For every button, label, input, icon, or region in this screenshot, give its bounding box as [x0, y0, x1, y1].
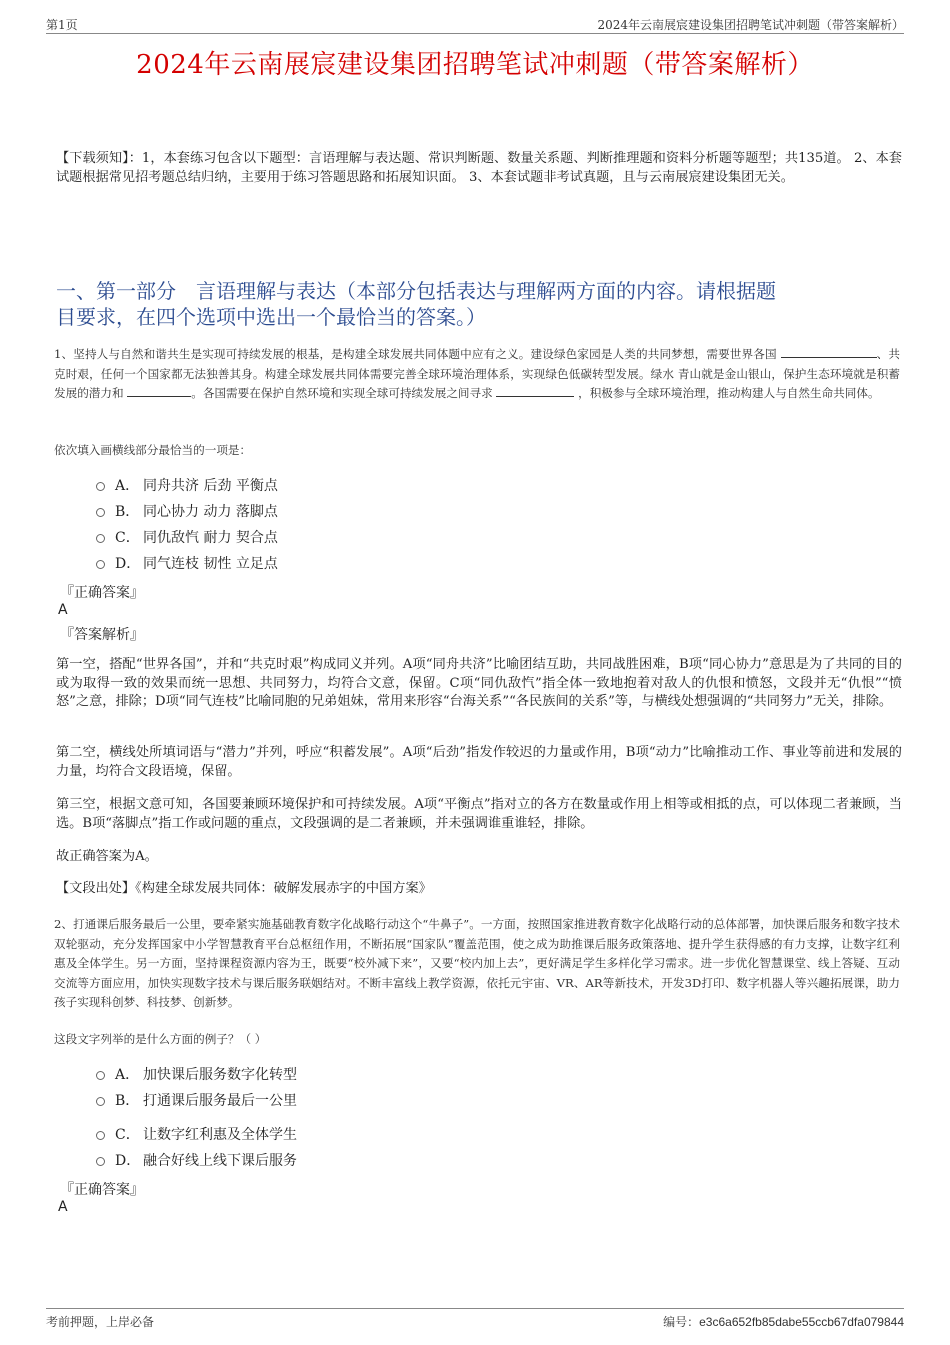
section-title-line2: 目要求，在四个选项中选出一个最恰当的答案。） [56, 305, 486, 329]
q1-stem-part: ，积极参与全球环境治理，推动构建人与自然生命共同体。 [578, 386, 880, 400]
q2-option-d[interactable] [96, 1151, 297, 1171]
q1-option-b[interactable] [96, 502, 278, 522]
option-letter: A． [115, 1067, 140, 1083]
option-text: 同舟共济 后劲 平衡点 [143, 478, 278, 494]
q1-blank-1 [781, 345, 877, 358]
q1-stem-part: 青山就是金山银山，保护生态环境就是积蓄发展的潜力和 [54, 366, 900, 400]
q1-option-d[interactable] [96, 554, 278, 574]
option-text: 打通课后服务最后一公里 [143, 1093, 297, 1109]
radio-icon[interactable] [96, 508, 105, 517]
footer-code-label: 编号： [663, 1315, 700, 1329]
q1-analysis-label: 『答案解析』 [60, 627, 144, 643]
page-title: 2024年云南展宸建设集团招聘笔试冲刺题（带答案解析） [136, 50, 814, 80]
section-title [56, 278, 902, 330]
q2-option-a[interactable] [96, 1065, 297, 1085]
option-letter: B． [115, 1093, 140, 1109]
option-text: 同仇敌忾 耐力 契合点 [143, 530, 278, 546]
q2-option-c[interactable] [96, 1125, 297, 1145]
q1-stem-part: 。各国需要在保护自然环境和实现全球可持续发展之间寻求 [191, 386, 493, 400]
q1-stem-part: 1、坚持人与自然和谐共生是实现可持续发展的根基，是构建全球发展共同体题中应有之义。建设绿色家园是人类的共同梦想，需要世界各国 [54, 347, 777, 361]
header-divider [46, 33, 904, 34]
option-text: 让数字红利惠及全体学生 [143, 1127, 297, 1143]
radio-icon[interactable] [96, 560, 105, 569]
q2-prompt: 这段文字列举的是什么方面的例子？（ ） [54, 1032, 267, 1046]
q1-option-a[interactable] [96, 476, 278, 496]
page-number: 第1页 [46, 18, 78, 32]
section-title-line1: 一、第一部分 言语理解与表达（本部分包括表达与理解两方面的内容。请根据题 [56, 279, 776, 303]
footer-code-value: e3c6a652fb85dabe55ccb67dfa079844 [699, 1315, 904, 1329]
option-letter: A． [115, 478, 140, 494]
download-notice: 【下载须知】：1，本套练习包含以下题型：言语理解与表达题、常识判断题、数量关系题、判断推理题和资料分析题等题型；共135道。 2、本套试题根据常见招考题总结归纳，主要用于练习答题思路和拓展知识面。 3、本套试题非考试真题，且与云南展宸建设集团无关。 [56, 151, 902, 185]
header-doc-title: 2024年云南展宸建设集团招聘笔试冲刺题（带答案解析） [597, 18, 904, 32]
q2-answer: A [58, 1199, 68, 1215]
option-text: 同气连枝 韧性 立足点 [143, 556, 278, 572]
q1-stem [54, 345, 900, 404]
q1-answer-label: 『正确答案』 [60, 585, 144, 601]
q1-analysis-p4: 故正确答案为A。 [56, 849, 158, 864]
q1-analysis-p3: 第三空，根据文意可知，各国要兼顾环境保护和可持续发展。A项“平衡点”指对立的各方在数量或作用上相等或相抵的点，可以体现二者兼顾，当选。B项“落脚点”指工作或问题的重点，文段强调的是二者兼顾，并未强调谁重谁轻，排除。 [56, 797, 902, 831]
footer-code [663, 1313, 904, 1330]
q2-answer-label: 『正确答案』 [60, 1182, 144, 1198]
q1-prompt: 依次填入画横线部分最恰当的一项是： [54, 443, 252, 457]
q1-analysis-p2: 第二空，横线处所填词语与“潜力”并列，呼应“积蓄发展”。A项“后劲”指发作较迟的力量或作用，B项“动力”比喻推动工作、事业等前进和发展的力量，均符合文段语境，保留。 [56, 745, 902, 779]
option-letter: C． [115, 1127, 140, 1143]
footer-slogan: 考前押题，上岸必备 [46, 1315, 155, 1329]
radio-icon[interactable] [96, 1131, 105, 1140]
option-text: 同心协力 动力 落脚点 [143, 504, 278, 520]
q2-option-b[interactable] [96, 1091, 297, 1111]
q1-analysis-p1: 第一空，搭配“世界各国”，并和“共克时艰”构成同义并列。A项“同舟共济”比喻团结互助，共同战胜困难，B项“同心协力”意思是为了共同的目的或为取得一致的效果而统一思想、共同努力，均符合文意，保留。C项“同仇敌忾”指全体一致地抱着对敌人的仇恨和愤怒，文段并无“仇恨”“愤怒”之意，排除；D项“同气连枝”比喻同胞的兄弟姐妹，常用来形容“台海关系”“各民族间的关系”等，与横线处想强调的“共同努力”无关，排除。 [56, 657, 902, 710]
q1-source: 【文段出处】《构建全球发展共同体：破解发展赤字的中国方案》 [56, 881, 432, 896]
radio-icon[interactable] [96, 1097, 105, 1106]
q1-blank-2 [127, 384, 191, 397]
radio-icon[interactable] [96, 482, 105, 491]
q1-option-c[interactable] [96, 528, 278, 548]
q1-answer: A [58, 602, 68, 618]
radio-icon[interactable] [96, 1157, 105, 1166]
option-text: 加快课后服务数字化转型 [143, 1067, 297, 1083]
radio-icon[interactable] [96, 1071, 105, 1080]
q1-blank-3 [496, 384, 574, 397]
option-letter: D． [115, 556, 141, 572]
option-text: 融合好线上线下课后服务 [143, 1153, 297, 1169]
q1-stem-part: 、共克时艰，任何一个国家都无法独善其身。构建全球发展共同体需要完善全球环境治理体系，实现绿色低碳转型发展。绿水 [54, 347, 900, 381]
footer-divider [46, 1308, 904, 1309]
option-letter: C． [115, 530, 140, 546]
option-letter: B． [115, 504, 140, 520]
option-letter: D． [115, 1153, 141, 1169]
q2-stem: 2、打通课后服务最后一公里，要牵紧实施基础教育数字化战略行动这个“牛鼻子”。一方面，按照国家推进教育数字化战略行动的总体部署，加快课后服务和数字技术双轮驱动，充分发挥国家中小学智慧教育平台总枢纽作用，不断拓展“国家队”覆盖范围，使之成为助推课后服务政策落地、提升学生获得感的有力支撑，让数字红利惠及全体学生。另一方面，坚持课程资源内容为王，既要“校外减下来”，又要“校内加上去”，更好满足学生多样化学习需求。进一步优化智慧课堂、线上答疑、互动交流等方面应用，加快实现数字技术与课后服务联姻结对。不断丰富线上教学资源，依托元宇宙、VR、AR等新技术，开发3D打印、数字机器人等兴趣拓展课，助力孩子实现科创梦、科技梦、创新梦。 [54, 917, 900, 1009]
radio-icon[interactable] [96, 534, 105, 543]
